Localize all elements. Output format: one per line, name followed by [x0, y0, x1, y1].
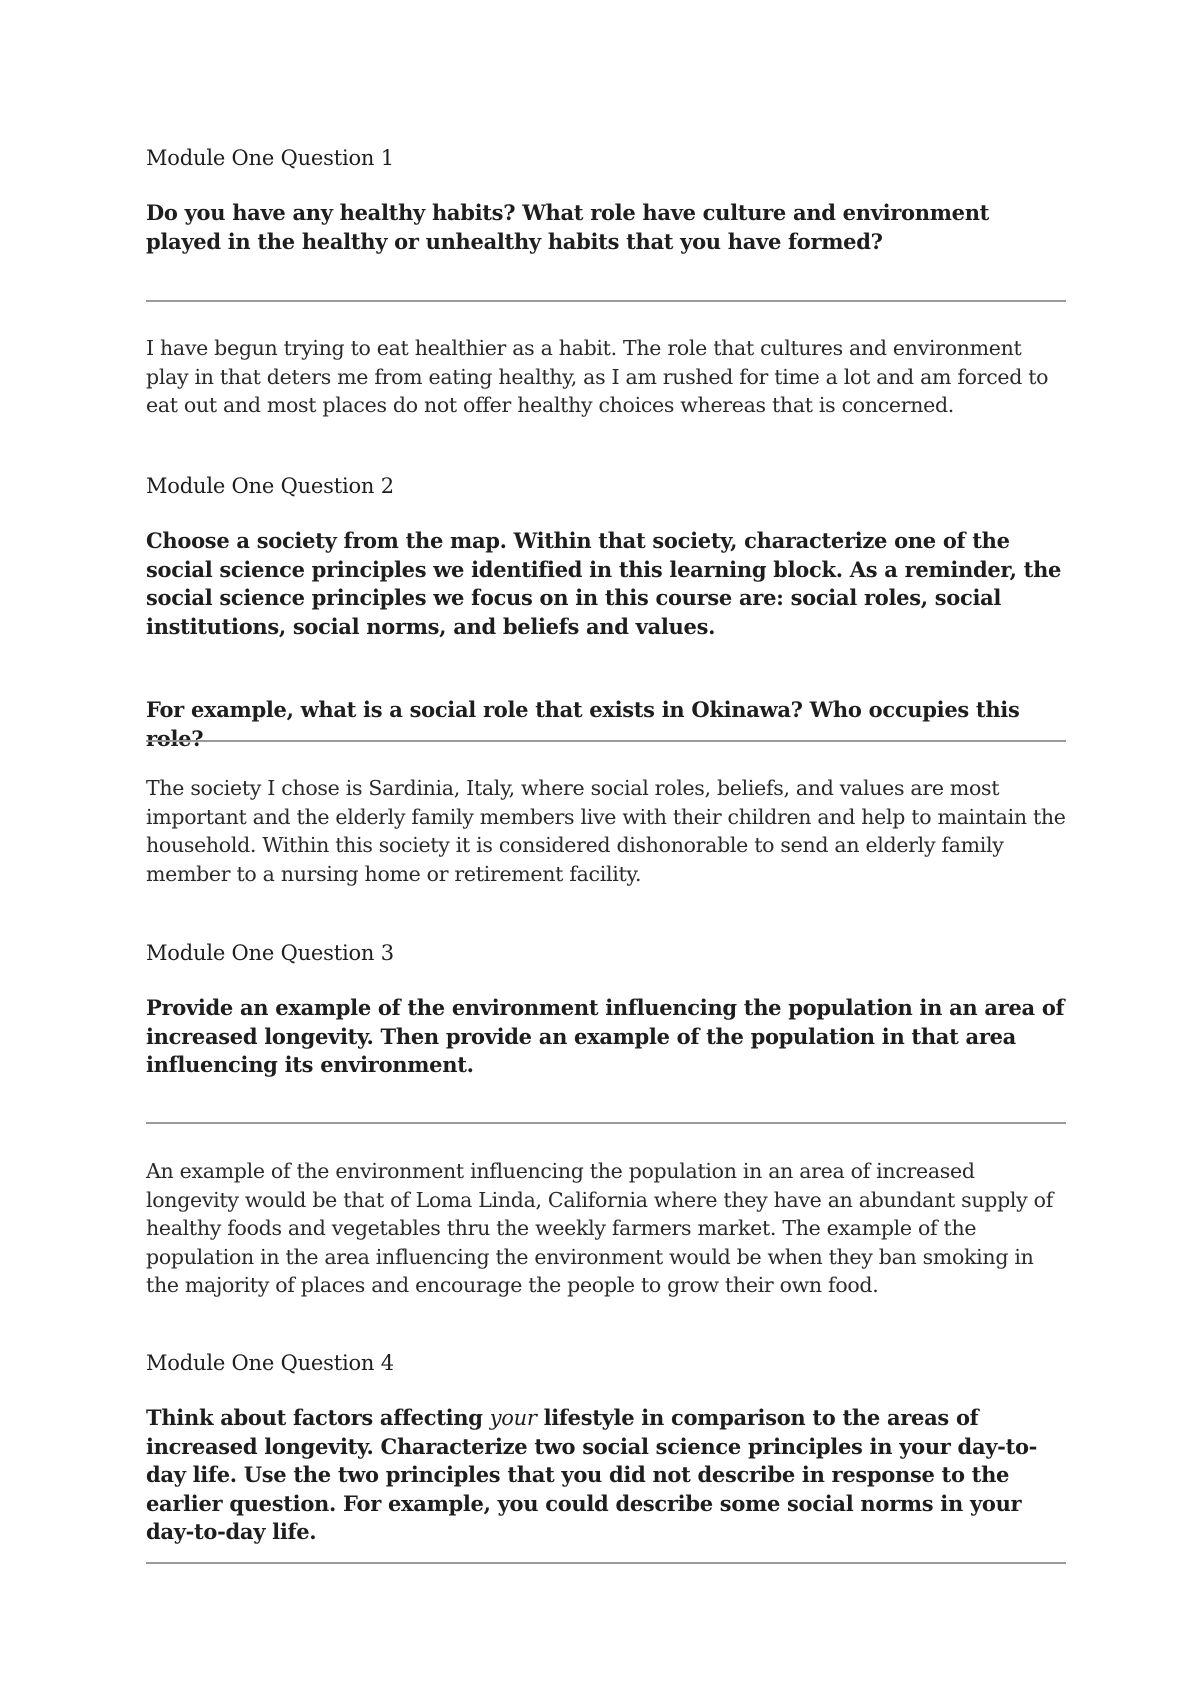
question-1-answer: I have begun trying to eat healthier as a habit. The role that cultures and environment play in that deters me from eating healthy, as I am rushed for time a lot and am forced to eat out and most places do not offer healthy choices whereas that is concerned. [146, 336, 1049, 417]
question-4-prompt-after: lifestyle in comparison to the areas of increased longevity. Characterize two social science principles in your day-to-day life. Use the two principles that you did not describe in response to the earlier question. For example, you could describe some social norms in your day-to-day life. [146, 1405, 1038, 1544]
question-3-divider [146, 1122, 1066, 1124]
question-2-answer: The society I chose is Sardinia, Italy, where social roles, beliefs, and values are most important and the elderly family members live with their children and help to maintain the household. Within this society it is considered dishonorable to send an elderly family member to a nursing home or retirement facility. [146, 776, 1066, 886]
question-4-title: Module One Question 4 [146, 1351, 394, 1375]
question-4-prompt [146, 1404, 1066, 1547]
question-3-prompt: Provide an example of the environment influencing the population in an area of increased longevity. Then provide an example of the population in that area influencing its environment. [146, 995, 1065, 1077]
question-2-prompt: Choose a society from the map. Within that society, characterize one of the social science principles we identified in this learning block. As a reminder, the social science principles we focus on in this course are: social roles, social institutions, social norms, and beliefs and values. [146, 528, 1062, 639]
question-1-title: Module One Question 1 [146, 146, 394, 170]
question-2-prompt-example: For example, what is a social role that exists in Okinawa? Who occupies this role? [146, 697, 1020, 751]
question-4-divider [146, 1562, 1066, 1564]
question-1-divider [146, 300, 1066, 302]
question-4-prompt-emphasis: your [489, 1406, 537, 1430]
question-2-title: Module One Question 2 [146, 474, 394, 498]
question-1-prompt: Do you have any healthy habits? What role have culture and environment played in the healthy or unhealthy habits that you have formed? [146, 200, 990, 254]
question-4-prompt-before: Think about factors affecting [146, 1405, 490, 1430]
question-2-divider [146, 740, 1066, 742]
question-3-answer: An example of the environment influencing the population in an area of increased longevity would be that of Loma Linda, California where they have an abundant supply of healthy foods and vegetables thru the weekly farmers market. The example of the population in the area influencing the environment would be when they ban smoking in the majority of places and encourage the people to grow their own food. [146, 1159, 1053, 1297]
question-3-title: Module One Question 3 [146, 941, 394, 965]
